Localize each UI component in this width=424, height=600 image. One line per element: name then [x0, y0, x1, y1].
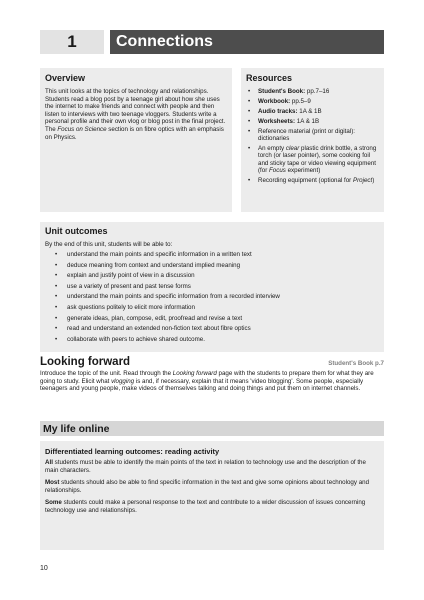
differentiated-outcomes-panel	[40, 441, 384, 550]
resource-value: 1A & 1B	[295, 117, 320, 125]
looking-forward-heading: Looking forward	[40, 356, 131, 368]
overview-text-part: section is on fibre optics with an emphasis on Physics.	[45, 125, 224, 141]
bullet-icon: •	[248, 107, 251, 115]
resource-value: 1A & 1B	[297, 107, 322, 115]
unit-outcomes-heading: Unit outcomes	[45, 226, 108, 236]
resource-emphasis: Project	[352, 177, 373, 185]
some-text: students could make a personal response to the text and contribute to a wider discussion of issues concerning technology use and relationships.	[45, 499, 366, 514]
outcome-text: generate ideas, plan, compose, edit, proofread and revise a text	[67, 314, 243, 322]
resource-emphasis: clear	[285, 144, 300, 152]
outcome-item	[45, 293, 379, 301]
some-label: Some	[45, 499, 62, 507]
bullet-icon: •	[55, 251, 58, 258]
resource-label: Worksheets:	[258, 117, 296, 125]
outcome-item	[45, 251, 379, 259]
bullet-icon: •	[248, 117, 251, 125]
looking-forward-text-part: Introduce the topic of the unit. Read through the	[40, 370, 173, 377]
overview-heading: Overview	[45, 73, 86, 83]
outcome-item	[45, 262, 379, 270]
outcome-text: deduce meaning from context and understand implied meaning	[67, 261, 241, 269]
bullet-icon: •	[55, 303, 58, 311]
resource-text: An empty	[258, 144, 286, 152]
overview-text-part: This unit looks at the topics of technology and relationships. Students read a blog post by a teenage girl about how she uses the internet to make friends and connect with people and then listen to interviews with two teenage vloggers. Students write a personal profile and their own vlog or blog post in the final project. The	[45, 88, 226, 133]
resource-item	[246, 145, 379, 175]
outcome-text: use a variety of present and past tense forms	[67, 282, 191, 290]
looking-forward-emphasis: vlogging	[111, 377, 135, 385]
overview-panel	[40, 68, 232, 212]
outcome-item	[45, 336, 379, 344]
resource-item	[246, 128, 379, 143]
most-students-text	[45, 479, 379, 494]
bullet-icon: •	[55, 282, 58, 290]
all-text: students must be able to identify the main points of the text in relation to technology use and the description of the main characters.	[45, 459, 366, 474]
bullet-icon: •	[248, 127, 251, 135]
resource-item	[246, 88, 379, 95]
overview-text	[45, 88, 227, 141]
looking-forward-text	[40, 370, 384, 393]
all-label: All	[45, 459, 53, 466]
resource-item	[246, 177, 379, 184]
resource-text: Recording equipment (optional for	[258, 177, 353, 185]
most-label: Most	[45, 479, 60, 487]
looking-forward-text-part: page with the students to prepare them for what they are going to study. Elicit what	[40, 370, 374, 385]
outcome-item	[45, 315, 379, 323]
resources-panel	[241, 68, 384, 212]
most-text: students should also be able to find specific information in the text and give some opinions about technology and relationships.	[45, 479, 370, 494]
outcome-text: understand the main points and specific information from a recorded interview	[67, 293, 280, 301]
looking-forward-emphasis: Looking forward	[172, 370, 217, 377]
bullet-icon: •	[55, 325, 58, 333]
bullet-icon: •	[55, 335, 58, 343]
overview-text-emphasis: Focus on Science	[57, 125, 107, 133]
bullet-icon: •	[55, 272, 58, 280]
resource-text: plastic drink bottle, a strong torch (or laser pointer), some cooking foil and sticky tape or video viewing equipment (for	[258, 144, 377, 175]
bullet-icon: •	[55, 261, 58, 269]
bullet-icon: •	[55, 314, 58, 322]
resource-label: Workbook:	[258, 97, 291, 105]
resources-heading: Resources	[246, 73, 293, 83]
outcome-item	[45, 304, 379, 312]
resources-list	[246, 88, 379, 184]
outcome-text: understand the main points and specific information in a written text	[67, 251, 252, 258]
students-book-reference: Student's Book p.7	[328, 360, 384, 367]
outcome-text: ask questions politely to elicit more information	[67, 303, 195, 311]
looking-forward-section	[40, 356, 384, 393]
unit-outcomes-intro: By the end of this unit, students will be able to:	[45, 241, 173, 248]
bullet-icon: •	[248, 177, 251, 185]
resource-label: Student's Book:	[258, 88, 306, 95]
my-life-online-heading: My life online	[40, 421, 384, 436]
resource-value: pp.7–16	[305, 88, 330, 95]
looking-forward-text-part: is and, if necessary, explain that it means 'video blogging'. Some people, especially teenagers and young people, make videos of themselves talking and doing things and put them on internet channels.	[40, 377, 364, 393]
differentiated-outcomes-heading: Differentiated learning outcomes: reading activity	[45, 447, 220, 456]
unit-title: Connections	[110, 30, 384, 54]
resource-text: experiment)	[285, 167, 321, 175]
outcome-item	[45, 283, 379, 291]
outcome-text: collaborate with peers to achieve shared outcome.	[67, 335, 205, 343]
bullet-icon: •	[55, 293, 58, 301]
resource-label: Audio tracks:	[258, 107, 298, 115]
unit-outcomes-list	[45, 251, 379, 343]
resource-emphasis: Focus	[269, 167, 286, 175]
resource-item	[246, 98, 379, 105]
resource-item	[246, 118, 379, 125]
some-students-text	[45, 499, 379, 514]
resource-value: pp.5–9	[290, 97, 311, 105]
resource-text: Reference material (print or digital): dictionaries	[258, 127, 355, 143]
outcome-text: read and understand an extended non-fiction text about fibre optics	[67, 325, 251, 333]
bullet-icon: •	[248, 144, 251, 152]
all-students-text	[45, 459, 379, 474]
bullet-icon: •	[248, 97, 251, 105]
resource-text: )	[372, 177, 375, 185]
outcome-text: explain and justify point of view in a discussion	[67, 272, 195, 280]
unit-header	[40, 30, 384, 54]
page-number: 10	[40, 565, 48, 572]
resource-item	[246, 108, 379, 115]
bullet-icon: •	[248, 88, 251, 95]
unit-number: 1	[40, 30, 104, 54]
unit-outcomes-panel	[40, 222, 384, 352]
outcome-item	[45, 325, 379, 333]
outcome-item	[45, 272, 379, 280]
looking-forward-header	[40, 356, 384, 368]
